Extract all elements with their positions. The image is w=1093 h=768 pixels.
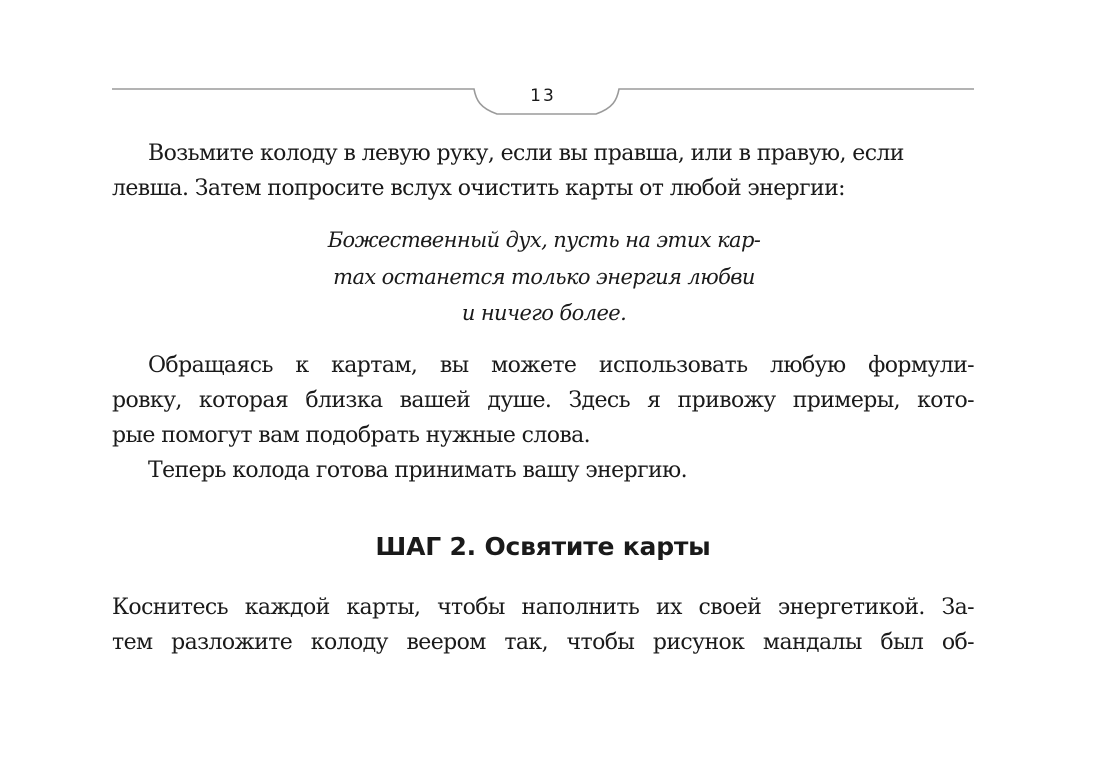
page-header <box>112 70 974 120</box>
paragraph-4-line-2: тем разложите колоду веером так, чтобы рисунок мандалы был об- <box>112 630 974 655</box>
paragraph-2-line-2: ровку, которая близка вашей душе. Здесь я привожу примеры, кото- <box>112 388 974 413</box>
quote-line-1: Божественный дух, пусть на этих кар- <box>327 228 761 252</box>
paragraph-2-line-3: рые помогут вам подобрать нужные слова. <box>112 423 591 448</box>
section-heading: ШАГ 2. Освятите карты <box>375 532 711 561</box>
page-number: 13 <box>530 86 556 106</box>
paragraph-1-line-2: левша. Затем попросите вслух очистить карты от любой энергии: <box>112 176 845 201</box>
paragraph-3-line-1: Теперь колода готова принимать вашу энергию. <box>148 458 688 483</box>
quote-line-2: тах останется только энергия любви <box>333 265 755 289</box>
paragraph-2-line-1: Обращаясь к картам, вы можете использовать любую формули- <box>148 353 974 378</box>
paragraph-1-line-1: Возьмите колоду в левую руку, если вы правша, или в правую, если <box>148 141 904 166</box>
paragraph-4-line-1: Коснитесь каждой карты, чтобы наполнить их своей энергетикой. За- <box>112 595 974 620</box>
quote-line-3: и ничего более. <box>461 301 627 325</box>
